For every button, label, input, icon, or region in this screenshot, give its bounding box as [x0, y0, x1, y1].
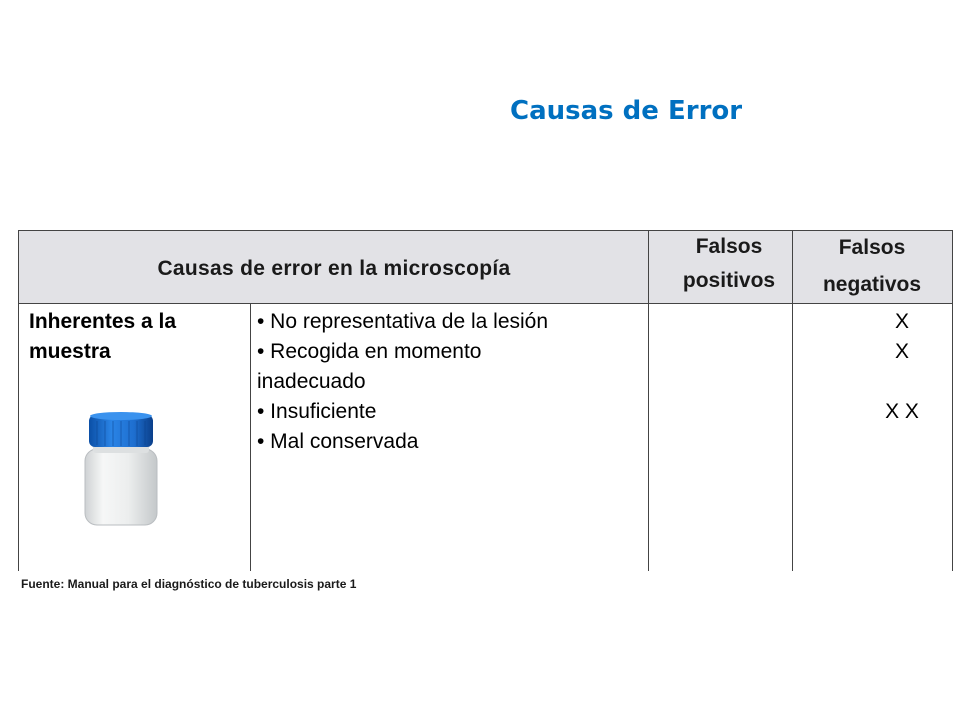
page-title: Causas de Error — [510, 96, 743, 126]
list-item: • Mal conservada — [257, 430, 419, 453]
table-header — [19, 231, 952, 304]
causes-list — [257, 307, 647, 457]
divider — [648, 231, 649, 571]
mark: X — [894, 340, 909, 363]
specimen-jar-icon — [81, 411, 161, 527]
row-category — [29, 307, 244, 367]
header-false-negatives — [792, 231, 952, 302]
list-item: • Recogida en momento — [257, 340, 482, 363]
list-item: • No representativa de la lesión — [257, 310, 549, 333]
header-fp-line1: Falsos — [695, 235, 763, 258]
category-line2: muestra — [29, 340, 111, 363]
category-line1: Inherentes a la — [29, 310, 177, 333]
list-item: • Insuficiente — [257, 400, 377, 423]
divider — [250, 303, 251, 571]
list-item: inadecuado — [257, 370, 366, 393]
mark: X X — [885, 400, 919, 423]
header-fp-line2: positivos — [682, 269, 776, 292]
header-fn-line1: Falsos — [838, 236, 906, 259]
error-causes-table — [18, 230, 953, 571]
header-causes: Causas de error en la microscopía — [157, 257, 511, 280]
source-note: Fuente: Manual para el diagnóstico de tuberculosis parte 1 — [21, 577, 357, 591]
header-fn-line2: negativos — [822, 273, 922, 296]
mark: X — [894, 310, 909, 333]
mark — [867, 367, 937, 397]
false-negative-cell — [867, 307, 937, 427]
causes-cell — [257, 307, 647, 457]
header-false-positives — [665, 230, 793, 298]
divider — [792, 231, 793, 571]
